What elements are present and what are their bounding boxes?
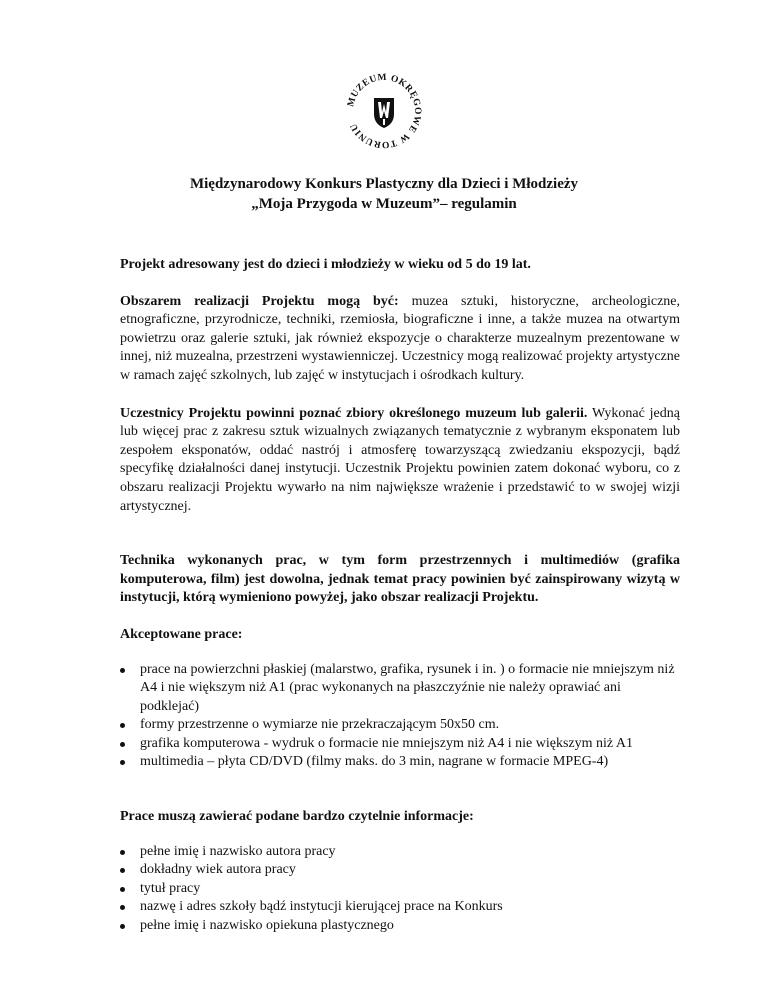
title-line-2: „Moja Przygoda w Muzeum”– regulamin (251, 196, 517, 212)
list-item: tytuł pracy (120, 880, 680, 899)
list-item: dokładny wiek autora pracy (120, 861, 680, 880)
paragraph-scope-lead: Obszarem realizacji Projektu mogą być: (120, 293, 399, 309)
paragraph-scope (120, 293, 680, 386)
paragraph-participants (120, 405, 680, 517)
list-item: nazwę i adres szkoły bądź instytucji kierującej prace na Konkurs (120, 898, 680, 917)
list-item: pełne imię i nazwisko autora pracy (120, 843, 680, 862)
paragraph-age (120, 256, 680, 275)
logo-ring-text: MUZEUM OKRĘGOWE W TORUNIU (346, 72, 423, 150)
accepted-works-list (120, 661, 680, 773)
document-title (0, 174, 768, 214)
list-item: prace na powierzchni płaskiej (malarstwo, grafika, rysunek i in. ) o formacie nie mniejszym niż A4 i nie większym niż A1 (prac wykonanych na płaszczyźnie nie należy oprawiać ani podklejać) (120, 661, 680, 717)
paragraph-participants-lead: Uczestnicy Projektu powinni poznać zbiory określonego muzeum lub galerii. (120, 405, 588, 421)
paragraph-technique-text: Technika wykonanych prac, w tym form przestrzennych i multimediów (grafika komputerowa, film) jest dowolna, jednak temat pracy powinien być zainspirowany wizytą w instytucji, którą wymieniono powyżej, jako obszar realizacji Projektu. (120, 553, 680, 606)
accepted-works-heading-text: Akceptowane prace: (120, 626, 243, 642)
museum-emblem-icon (341, 68, 427, 154)
paragraph-technique (120, 552, 680, 608)
list-item: formy przestrzenne o wymiarze nie przekraczającym 50x50 cm. (120, 716, 680, 735)
list-item: pełne imię i nazwisko opiekuna plastycznego (120, 917, 680, 936)
museum-logo (341, 68, 427, 154)
title-line-1: Międzynarodowy Konkurs Plastyczny dla Dzieci i Młodzieży (189, 176, 579, 192)
required-info-list (120, 843, 680, 936)
list-item: multimedia – płyta CD/DVD (filmy maks. do 3 min, nagrane w formacie MPEG-4) (120, 753, 680, 772)
paragraph-scope-text: muzea sztuki, historyczne, archeologiczne, etnograficzne, przyrodnicze, techniki, rzemiosła, biograficzne i inne, a także muzea na otwartym powietrzu oraz galerie sztuki, jak również ekspozycje o charakterze muzealnym prezentowane w innej, niż muzealna, przestrzeni wystawienniczej. Uczestnicy mogą realizować projekty artystyczne w ramach zajęć szkolnych, lub zajęć w instytucjach i ośrodkach kultury. (120, 293, 681, 383)
required-info-heading (120, 808, 680, 827)
required-info-heading-text: Prace muszą zawierać podane bardzo czytelnie informacje: (120, 809, 474, 825)
list-item: grafika komputerowa - wydruk o formacie nie mniejszym niż A4 i nie większym niż A1 (120, 735, 680, 754)
paragraph-age-text: Projekt adresowany jest do dzieci i młodzieży w wieku od 5 do 19 lat. (120, 257, 531, 272)
accepted-works-heading (120, 626, 680, 645)
paragraph-participants-text: Wykonać jedną lub więcej prac z zakresu sztuk wizualnych związanych tematycznie z wybranym eksponatem lub zespołem eksponatów, oddać nastrój i atmosferę towarzyszącą zwiedzaniu ekspozycji, bądź specyfikę działalności danej instytucji. Uczestnik Projektu powinien zatem dokonać wyboru, co z obszaru realizacji Projektu wywarło na nim największe wrażenie i przedstawić to w swojej wizji artystycznej. (120, 405, 680, 514)
document-body (120, 256, 680, 936)
